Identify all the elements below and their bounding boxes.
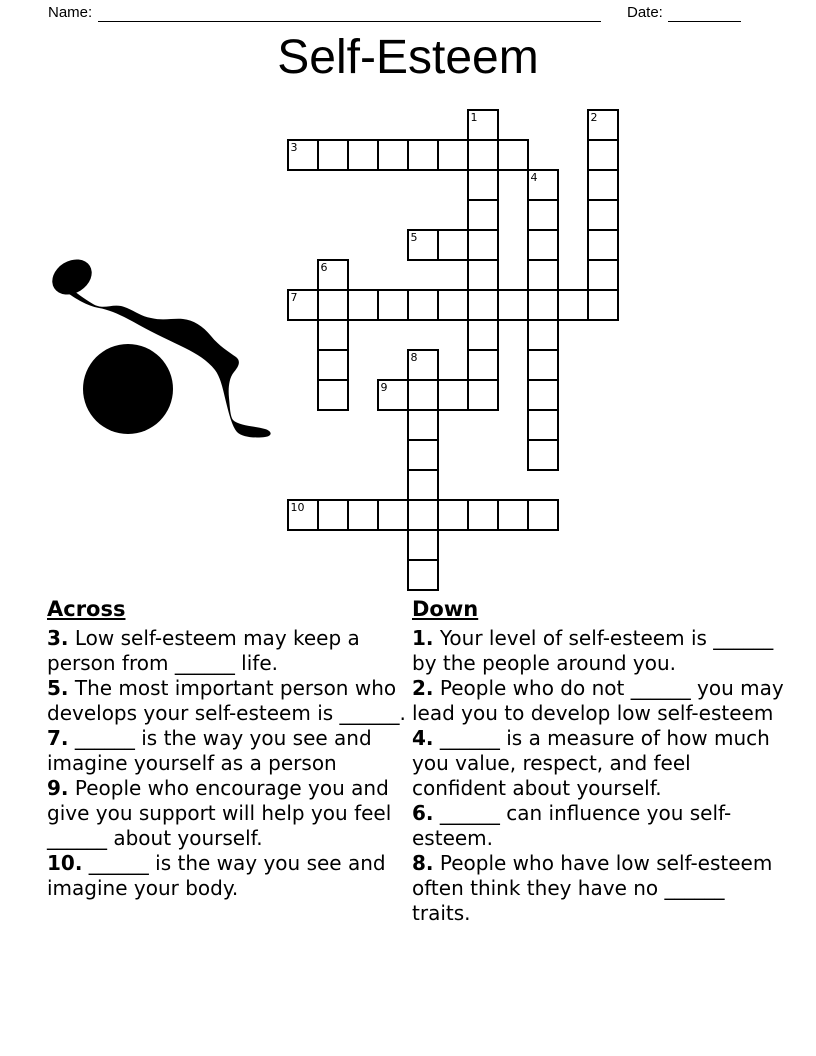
grid-cell[interactable]	[588, 260, 618, 290]
grid-clue-number: 3	[290, 141, 298, 154]
grid-cell[interactable]	[438, 140, 468, 170]
grid-cell[interactable]	[468, 140, 498, 170]
grid-cell[interactable]	[408, 410, 438, 440]
clue-item	[47, 726, 409, 776]
clue-text: People who do not ______ you may lead you to develop low self-esteem	[412, 676, 784, 725]
grid-cell[interactable]	[528, 260, 558, 290]
clue-text: People who encourage you and give you support will help you feel ______ about yourself.	[47, 776, 392, 850]
grid-cell[interactable]	[318, 350, 348, 380]
grid-clue-number: 8	[410, 351, 418, 364]
down-heading: Down	[412, 597, 479, 621]
across-clues-list	[47, 626, 409, 901]
grid-clue-number: 1	[470, 111, 478, 124]
grid-cell[interactable]	[468, 230, 498, 260]
clue-item	[412, 626, 784, 676]
clue-text: The most important person who develops your self-esteem is ______.	[47, 676, 406, 725]
grid-cell[interactable]	[468, 260, 498, 290]
grid-clue-number: 5	[410, 231, 418, 244]
page-title: Self-Esteem	[277, 31, 539, 84]
grid-cell[interactable]	[468, 200, 498, 230]
grid-cell[interactable]	[468, 500, 498, 530]
clue-text: People who have low self-esteem often think they have no ______ traits.	[412, 851, 773, 925]
grid-cell[interactable]	[468, 380, 498, 410]
grid-cell[interactable]	[348, 500, 378, 530]
clue-number-label: 1.	[412, 626, 434, 650]
grid-cell[interactable]	[528, 200, 558, 230]
down-clues-list	[412, 626, 784, 926]
clue-item	[412, 801, 784, 851]
grid-cell[interactable]	[588, 200, 618, 230]
grid-clue-number: 7	[290, 291, 298, 304]
grid-cell[interactable]	[528, 380, 558, 410]
grid-cell[interactable]	[528, 230, 558, 260]
grid-cell[interactable]	[468, 350, 498, 380]
grid-cell[interactable]	[408, 560, 438, 590]
clue-item	[47, 626, 409, 676]
grid-cell[interactable]	[408, 470, 438, 500]
grid-cell[interactable]	[498, 500, 528, 530]
date-blank-line[interactable]	[668, 6, 741, 22]
grid-cell[interactable]	[498, 290, 528, 320]
exercise-ball-person-illustration	[15, 248, 285, 446]
grid-clue-number: 2	[590, 111, 598, 124]
clue-text: ______ is the way you see and imagine yourself as a person	[47, 726, 372, 775]
grid-cell[interactable]	[468, 290, 498, 320]
down-clues-section	[412, 596, 784, 926]
grid-cell[interactable]	[378, 140, 408, 170]
grid-cell[interactable]	[588, 140, 618, 170]
grid-cell[interactable]	[408, 290, 438, 320]
grid-cell[interactable]	[528, 290, 558, 320]
grid-cell[interactable]	[408, 140, 438, 170]
clue-item	[412, 726, 784, 801]
grid-cell[interactable]	[378, 290, 408, 320]
crossword-grid	[286, 108, 620, 592]
clue-number-label: 10.	[47, 851, 83, 875]
grid-cell[interactable]	[528, 410, 558, 440]
grid-cell[interactable]	[528, 500, 558, 530]
name-blank-line[interactable]	[98, 6, 601, 22]
grid-cell[interactable]	[438, 290, 468, 320]
clue-item	[412, 676, 784, 726]
clue-item	[47, 776, 409, 851]
grid-clue-number: 9	[380, 381, 388, 394]
grid-cell[interactable]	[468, 170, 498, 200]
clue-item	[47, 851, 409, 901]
grid-cell[interactable]	[588, 290, 618, 320]
name-label: Name:	[48, 4, 93, 21]
clue-item	[412, 851, 784, 926]
clue-item	[47, 676, 409, 726]
grid-cell[interactable]	[528, 320, 558, 350]
grid-cell[interactable]	[408, 500, 438, 530]
clue-number-label: 9.	[47, 776, 69, 800]
grid-cell[interactable]	[318, 140, 348, 170]
grid-cell[interactable]	[408, 530, 438, 560]
grid-cell[interactable]	[468, 320, 498, 350]
clue-number-label: 4.	[412, 726, 434, 750]
grid-cell[interactable]	[588, 230, 618, 260]
clue-number-label: 8.	[412, 851, 434, 875]
grid-cell[interactable]	[438, 230, 468, 260]
date-label: Date:	[627, 4, 663, 21]
grid-cell[interactable]	[348, 140, 378, 170]
clue-number-label: 5.	[47, 676, 69, 700]
grid-cell[interactable]	[408, 380, 438, 410]
grid-cell[interactable]	[528, 440, 558, 470]
clue-number-label: 6.	[412, 801, 434, 825]
grid-cell[interactable]	[318, 380, 348, 410]
grid-clue-number: 10	[290, 501, 305, 514]
clue-number-label: 7.	[47, 726, 69, 750]
across-heading: Across	[47, 597, 126, 621]
clue-number-label: 2.	[412, 676, 434, 700]
clue-text: Low self-esteem may keep a person from ______ life.	[47, 626, 360, 675]
grid-cell[interactable]	[318, 290, 348, 320]
grid-cell[interactable]	[378, 500, 408, 530]
grid-cell[interactable]	[438, 380, 468, 410]
grid-clue-number: 6	[320, 261, 328, 274]
clue-text: ______ can influence you self-esteem.	[412, 801, 732, 850]
across-clues-section	[47, 596, 409, 901]
grid-cell[interactable]	[528, 350, 558, 380]
grid-cell[interactable]	[438, 500, 468, 530]
grid-cell[interactable]	[558, 290, 588, 320]
grid-cell[interactable]	[318, 500, 348, 530]
grid-cell[interactable]	[348, 290, 378, 320]
clue-text: ______ is a measure of how much you value, respect, and feel confident about yourself.	[412, 726, 770, 800]
grid-cell[interactable]	[408, 440, 438, 470]
clue-text: ______ is the way you see and imagine your body.	[47, 851, 386, 900]
clue-text: Your level of self-esteem is ______ by the people around you.	[412, 626, 774, 675]
grid-cell[interactable]	[588, 170, 618, 200]
grid-clue-number: 4	[530, 171, 538, 184]
grid-cell[interactable]	[498, 140, 528, 170]
clue-number-label: 3.	[47, 626, 69, 650]
grid-cell[interactable]	[318, 320, 348, 350]
exercise-ball-icon	[83, 344, 173, 434]
